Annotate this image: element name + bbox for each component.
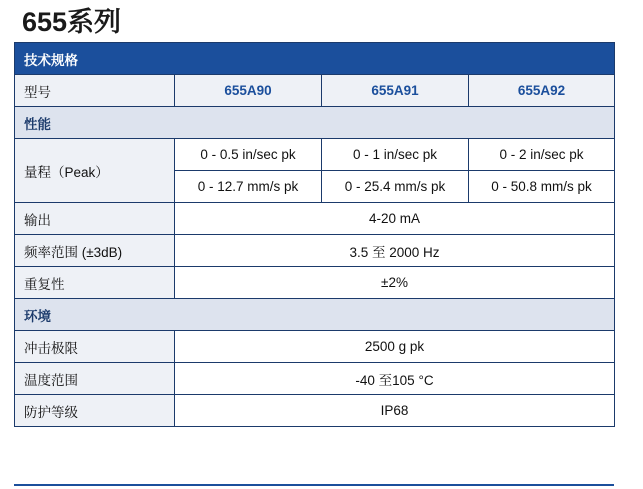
table-row-shock [15,331,615,363]
table-row-temperature [15,363,615,395]
value-ip-rating: IP68 [175,395,615,427]
range-in-655a91: 0 - 1 in/sec pk [322,139,469,171]
row-label-ip-rating: 防护等级 [15,395,175,427]
table-row-ip-rating [15,395,615,427]
table-row-repeatability [15,267,615,299]
range-in-655a90: 0 - 0.5 in/sec pk [175,139,322,171]
page-title: 655系列 [22,7,122,37]
value-shock: 2500 g pk [175,331,615,363]
table-row-range-in [15,139,615,171]
row-label-shock: 冲击极限 [15,331,175,363]
section-header-performance: 性能 [15,107,615,139]
table-row-output [15,203,615,235]
table-row-frequency [15,235,615,267]
range-mm-655a91: 0 - 25.4 mm/s pk [322,171,469,203]
row-label-output: 输出 [15,203,175,235]
bottom-divider [14,484,614,486]
range-mm-655a92: 0 - 50.8 mm/s pk [469,171,615,203]
row-label-temperature: 温度范围 [15,363,175,395]
section-header-specs: 技术规格 [15,43,615,75]
row-label-repeatability: 重复性 [15,267,175,299]
range-mm-655a90: 0 - 12.7 mm/s pk [175,171,322,203]
range-in-655a92: 0 - 2 in/sec pk [469,139,615,171]
table-row-environment-header [15,299,615,331]
model-655a91: 655A91 [322,75,469,107]
table-row-models [15,75,615,107]
row-label-model: 型号 [15,75,175,107]
value-output: 4-20 mA [175,203,615,235]
model-655a90: 655A90 [175,75,322,107]
value-frequency: 3.5 至 2000 Hz [175,235,615,267]
table-row-specs-header [15,43,615,75]
model-655a92: 655A92 [469,75,615,107]
specifications-table [14,42,615,427]
table-row-performance-header [15,107,615,139]
row-label-range: 量程（Peak） [15,139,175,203]
section-header-environment: 环境 [15,299,615,331]
value-repeatability: ±2% [175,267,615,299]
value-temperature: -40 至105 °C [175,363,615,395]
row-label-frequency: 频率范围 (±3dB) [15,235,175,267]
